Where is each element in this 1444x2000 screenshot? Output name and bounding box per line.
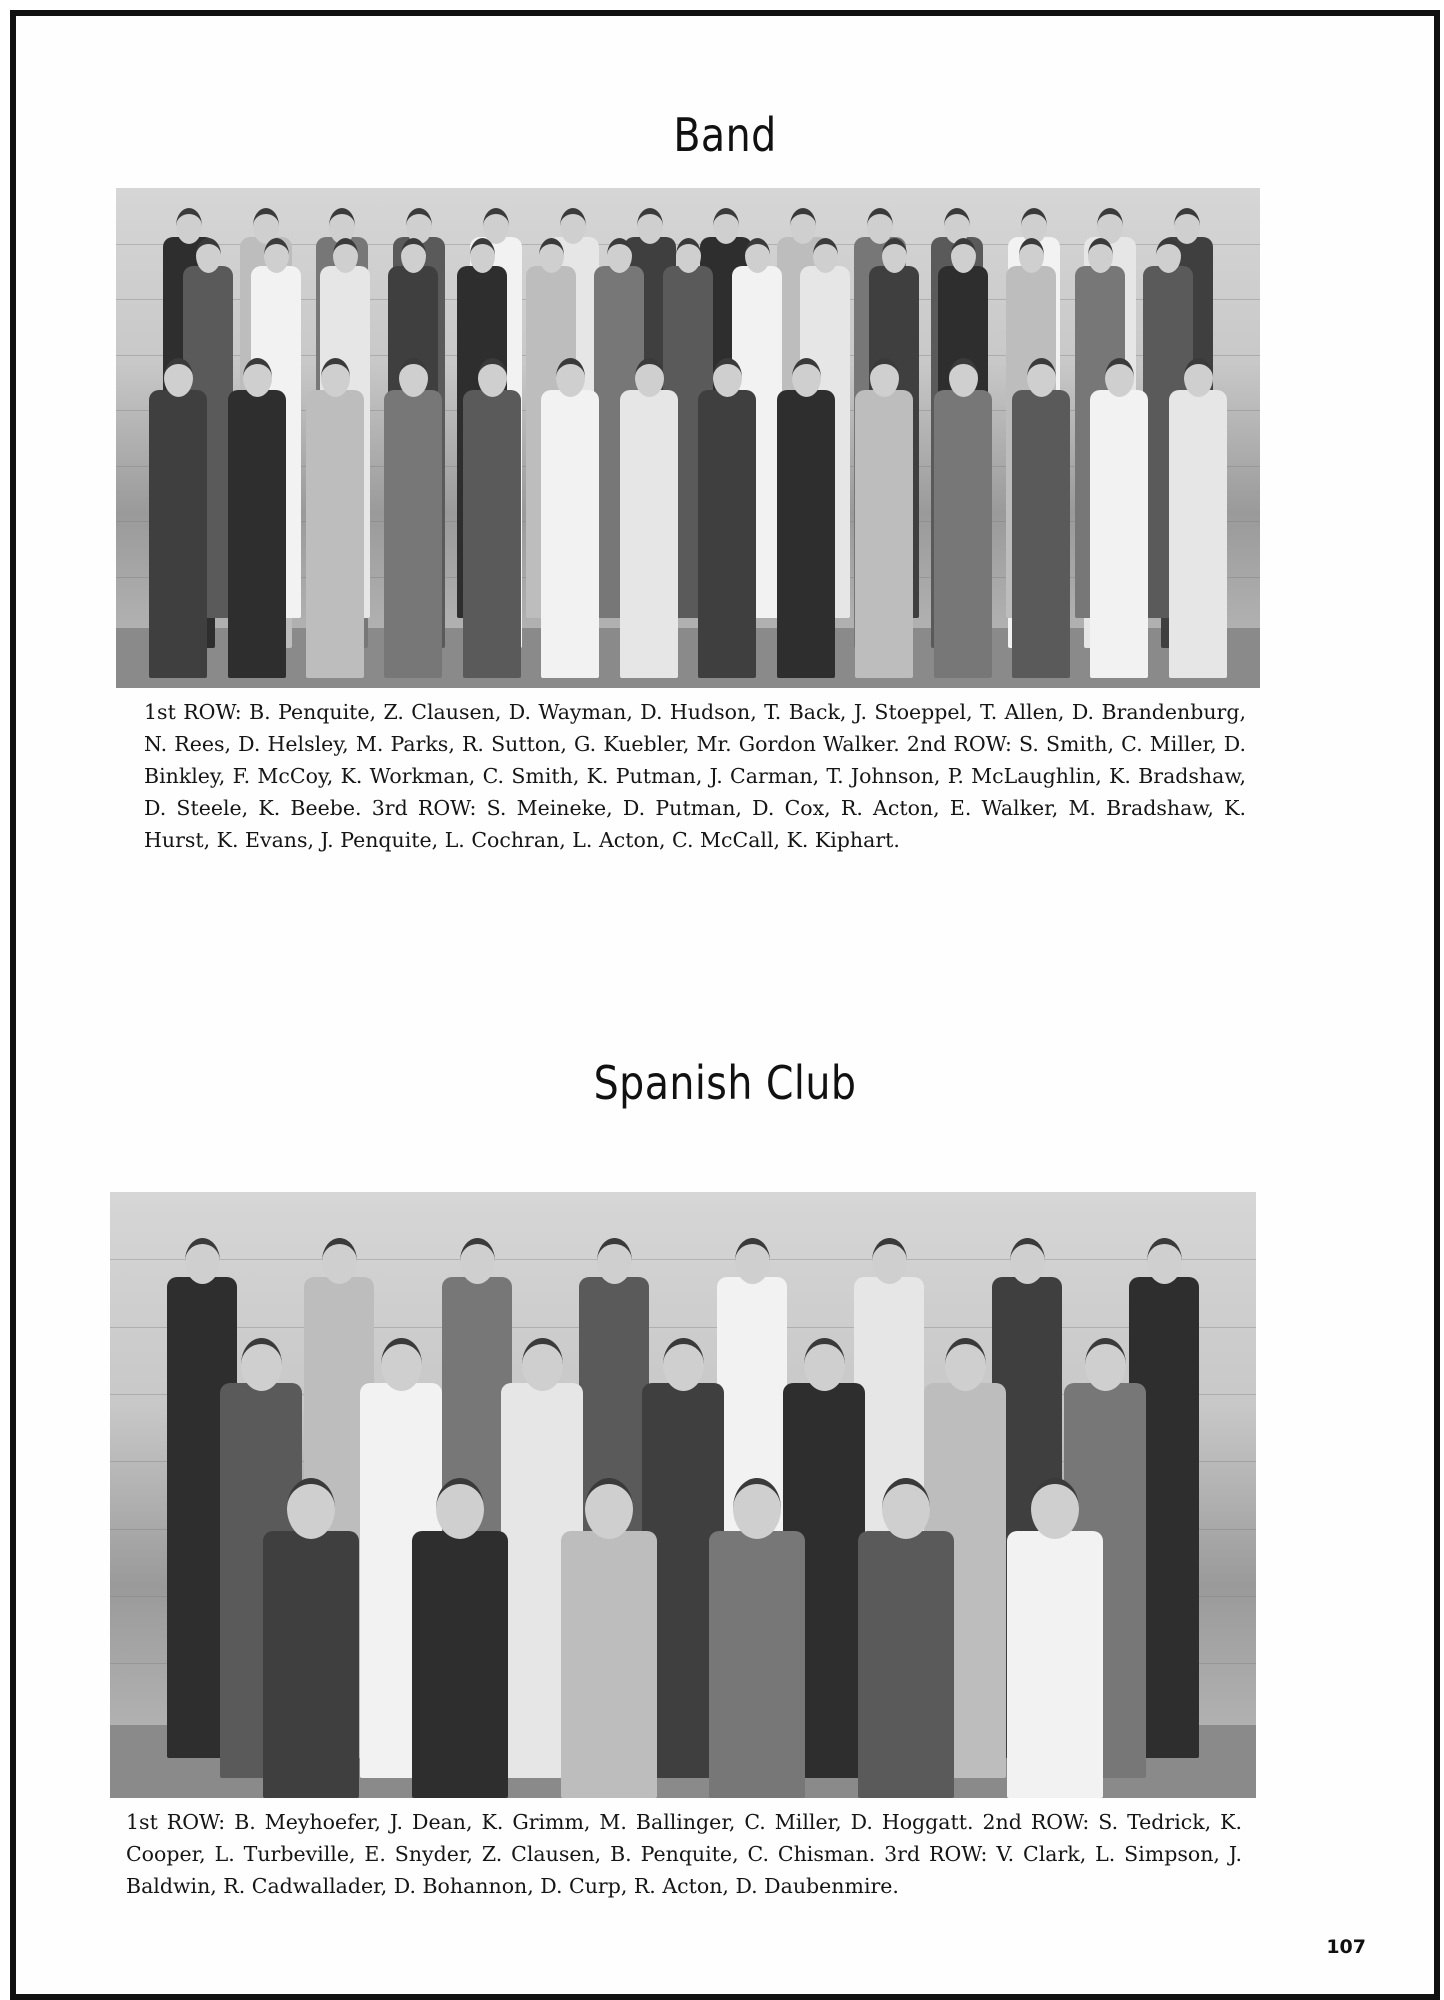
band-caption: 1st ROW: B. Penquite, Z. Clausen, D. Wayman, D. Hudson, T. Back, J. Stoeppel, T. Allen, D. Brandenburg, N. Rees, D. Helsley, M. Parks, R. Sutton, G. Kuebler, Mr. Gordon Walker. 2nd ROW: S. Smith, C. Miller, D. Binkley, F. McCoy, K. Workman, C. Smith, K. Putman, J. Carman, T. Johnson, P. McLaughlin, K. Bradshaw, D. Steele, K. Beebe. 3rd ROW: S. Meineke, D. Putman, D. Cox, R. Acton, E. Walker, M. Bradshaw, K. Hurst, K. Evans, J. Penquite, L. Cochran, L. Acton, C. McCall, K. Kiphart. bbox=[144, 700, 1246, 852]
yearbook-page bbox=[10, 10, 1440, 2000]
spanish-club-caption: 1st ROW: B. Meyhoefer, J. Dean, K. Grimm, M. Ballinger, C. Miller, D. Hoggatt. 2nd ROW: S. Tedrick, K. Cooper, L. Turbeville, E. Snyder, Z. Clausen, B. Penquite, C. Chisman. 3rd ROW: V. Clark, L. Simpson, J. Baldwin, R. Cadwallader, D. Bohannon, D. Curp, R. Acton, D. Daubenmire. bbox=[126, 1810, 1242, 1898]
photo-person-silhouette bbox=[855, 358, 913, 678]
photo-person-silhouette bbox=[777, 358, 835, 678]
photo-person-silhouette bbox=[1007, 1478, 1103, 1798]
photo-person-silhouette bbox=[263, 1478, 359, 1798]
photo-person-silhouette bbox=[1090, 358, 1148, 678]
photo-person-silhouette bbox=[149, 358, 207, 678]
page-number: 107 bbox=[1326, 1936, 1366, 1958]
band-title: Band bbox=[673, 108, 777, 162]
photo-person-silhouette bbox=[561, 1478, 657, 1798]
photo-person-silhouette bbox=[541, 358, 599, 678]
photo-person-silhouette bbox=[228, 358, 286, 678]
photo-person-silhouette bbox=[412, 1478, 508, 1798]
photo-person-silhouette bbox=[934, 358, 992, 678]
band-group-photo bbox=[116, 188, 1260, 688]
photo-person-silhouette bbox=[1012, 358, 1070, 678]
spanish-club-title: Spanish Club bbox=[593, 1056, 857, 1110]
photo-person-silhouette bbox=[306, 358, 364, 678]
photo-person-silhouette bbox=[384, 358, 442, 678]
spanish-club-group-photo bbox=[110, 1192, 1256, 1798]
photo-person-silhouette bbox=[709, 1478, 805, 1798]
photo-person-silhouette bbox=[463, 358, 521, 678]
photo-person-silhouette bbox=[1169, 358, 1227, 678]
photo-person-silhouette bbox=[698, 358, 756, 678]
photo-person-silhouette bbox=[620, 358, 678, 678]
photo-person-silhouette bbox=[858, 1478, 954, 1798]
